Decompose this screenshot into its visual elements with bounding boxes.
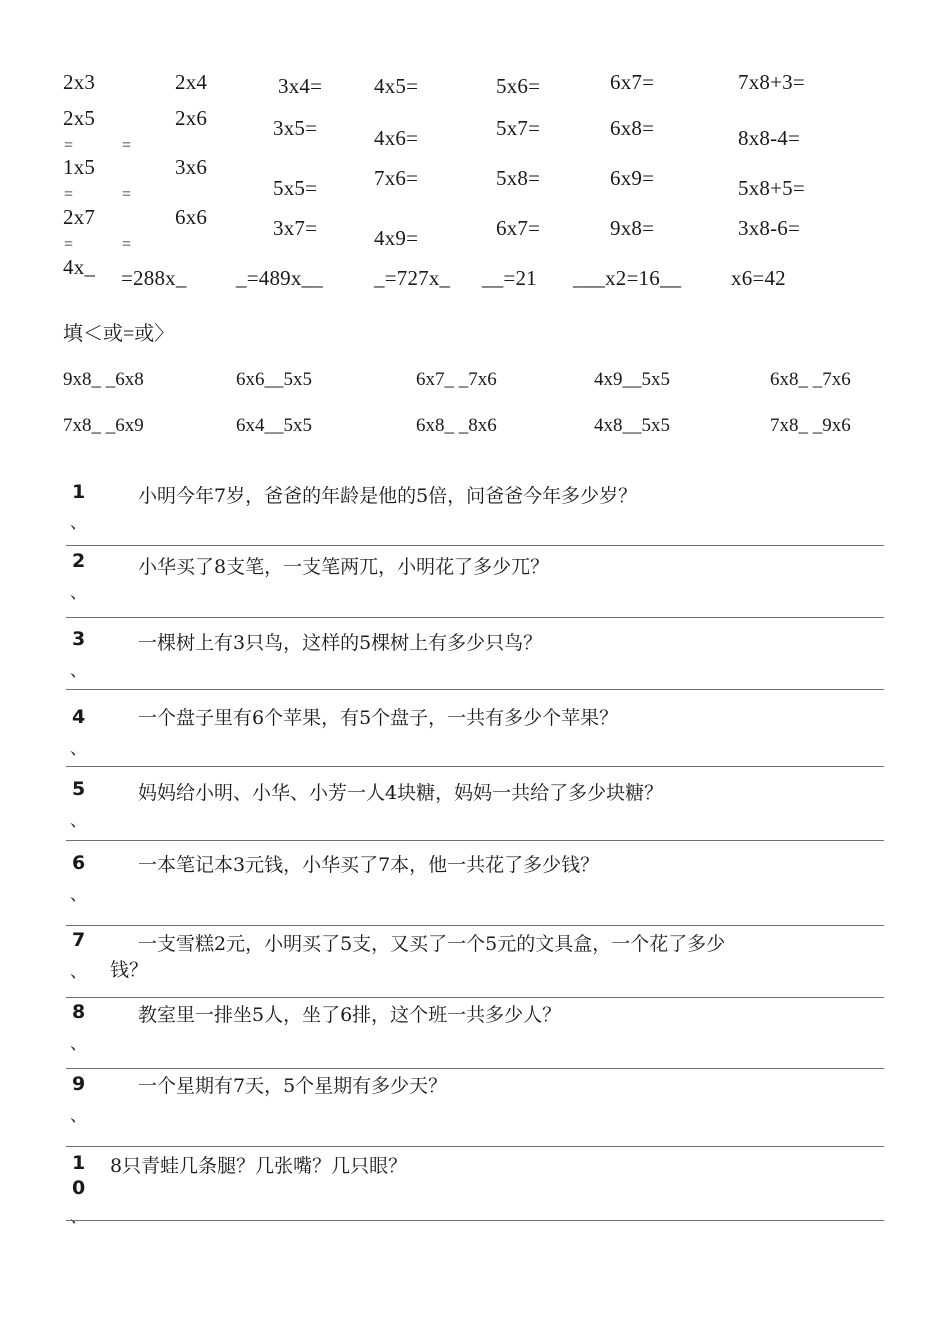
math-item: 3x7= — [273, 216, 318, 240]
answer-line — [66, 997, 884, 998]
math-item: 3x6 — [175, 155, 208, 179]
question-number: 1 — [72, 481, 86, 503]
fill-blank-item: __=21 — [482, 266, 537, 290]
math-item: 5x6= — [496, 74, 541, 98]
compare-item: 7x8_ _6x9 — [63, 415, 144, 436]
math-item: 5x5= — [273, 176, 318, 200]
question-number: 1 — [72, 1152, 86, 1174]
question-mark: 、 — [70, 962, 87, 981]
equals-sign: = — [122, 137, 132, 154]
compare-item: 6x7_ _7x6 — [416, 369, 497, 390]
question-number: 5 — [72, 778, 86, 800]
question-mark: 、 — [70, 811, 87, 830]
equals-sign: = — [64, 186, 74, 203]
fill-blank-item: x6=42 — [731, 266, 786, 290]
math-item: 7x8+3= — [738, 70, 805, 94]
math-item: 4x5= — [374, 74, 419, 98]
question-text: 一支雪糕2元，小明买了5支，又买了一个5元的文具盒，一个花了多少 — [138, 933, 726, 955]
answer-line — [66, 545, 884, 546]
math-item: 6x9= — [610, 166, 655, 190]
math-item: 3x4= — [278, 74, 323, 98]
math-item: 5x8+5= — [738, 176, 805, 200]
question-mark: 、 — [70, 661, 87, 680]
answer-line — [66, 925, 884, 926]
question-number: 7 — [72, 929, 86, 951]
compare-item: 7x8_ _9x6 — [770, 415, 851, 436]
answer-line — [66, 1068, 884, 1069]
math-item: 8x8-4= — [738, 126, 801, 150]
answer-line — [66, 766, 884, 767]
compare-item: 6x8_ _7x6 — [770, 369, 851, 390]
compare-item: 9x8_ _6x8 — [63, 369, 144, 390]
question-text: 一个星期有7天，5个星期有多少天？ — [138, 1075, 448, 1097]
question-number: 4 — [72, 706, 86, 728]
question-mark: 、 — [70, 1207, 87, 1226]
question-mark: 、 — [70, 885, 87, 904]
compare-item: 6x4__5x5 — [236, 415, 312, 436]
fill-blank-item: =288x_ — [121, 266, 187, 290]
question-number: 3 — [72, 628, 86, 650]
equals-sign: = — [64, 236, 74, 253]
compare-item: 6x8_ _8x6 — [416, 415, 497, 436]
question-mark: 、 — [70, 739, 87, 758]
question-text: 小明今年7岁，爸爸的年龄是他的5倍，问爸爸今年多少岁？ — [138, 485, 638, 507]
compare-item: 6x6__5x5 — [236, 369, 312, 390]
equals-sign: = — [122, 186, 132, 203]
math-item: 5x7= — [496, 116, 541, 140]
answer-line — [66, 1220, 884, 1221]
math-item: 4x9= — [374, 226, 419, 250]
question-text: 一本笔记本3元钱，小华买了7本，他一共花了多少钱？ — [138, 854, 600, 876]
question-text: 8只青蛙几条腿？几张嘴？几只眼？ — [110, 1155, 408, 1177]
math-item: 2x5 — [63, 106, 96, 130]
fill-blank-item: _=727x_ — [374, 266, 451, 290]
question-text: 教室里一排坐5人，坐了6排，这个班一共多少人？ — [138, 1004, 562, 1026]
fill-blank-item: ___x2=16__ — [573, 266, 682, 290]
math-item: 7x6= — [374, 166, 419, 190]
math-item: 1x5 — [63, 155, 96, 179]
math-item: 6x6 — [175, 205, 208, 229]
question-mark: 、 — [70, 1034, 87, 1053]
answer-line — [66, 689, 884, 690]
question-number: 6 — [72, 852, 86, 874]
question-number-second-digit: 0 — [72, 1177, 86, 1199]
math-item: 3x8-6= — [738, 216, 801, 240]
question-text: 一棵树上有3只鸟，这样的5棵树上有多少只鸟？ — [138, 632, 543, 654]
question-mark: 、 — [70, 583, 87, 602]
math-item: 6x7= — [496, 216, 541, 240]
fill-blank-item: _=489x__ — [236, 266, 323, 290]
question-mark: 、 — [70, 1106, 87, 1125]
question-mark: 、 — [70, 513, 87, 532]
question-number: 2 — [72, 550, 86, 572]
equals-sign: = — [64, 137, 74, 154]
question-text: 妈妈给小明、小华、小芳一人4块糖，妈妈一共给了多少块糖？ — [138, 782, 664, 804]
answer-line — [66, 840, 884, 841]
question-text: 小华买了8支笔，一支笔两兀，小明花了多少兀？ — [138, 556, 550, 578]
answer-line — [66, 1146, 884, 1147]
question-number: 8 — [72, 1001, 86, 1023]
math-item: 2x7 — [63, 205, 96, 229]
fill-blank-item: 4x_ — [63, 255, 96, 279]
math-item: 2x4 — [175, 70, 208, 94]
question-text-continued: 钱？ — [110, 959, 149, 981]
question-number: 9 — [72, 1073, 86, 1095]
compare-item: 4x8__5x5 — [594, 415, 670, 436]
compare-title: 填＜或=或〉 — [63, 323, 175, 345]
math-item: 2x3 — [63, 70, 96, 94]
math-item: 2x6 — [175, 106, 208, 130]
compare-item: 4x9__5x5 — [594, 369, 670, 390]
math-item: 9x8= — [610, 216, 655, 240]
equals-sign: = — [122, 236, 132, 253]
question-text: 一个盘子里有6个苹果，有5个盘子，一共有多少个苹果？ — [138, 707, 619, 729]
math-item: 4x6= — [374, 126, 419, 150]
math-item: 3x5= — [273, 116, 318, 140]
math-item: 5x8= — [496, 166, 541, 190]
answer-line — [66, 617, 884, 618]
math-item: 6x8= — [610, 116, 655, 140]
math-item: 6x7= — [610, 70, 655, 94]
